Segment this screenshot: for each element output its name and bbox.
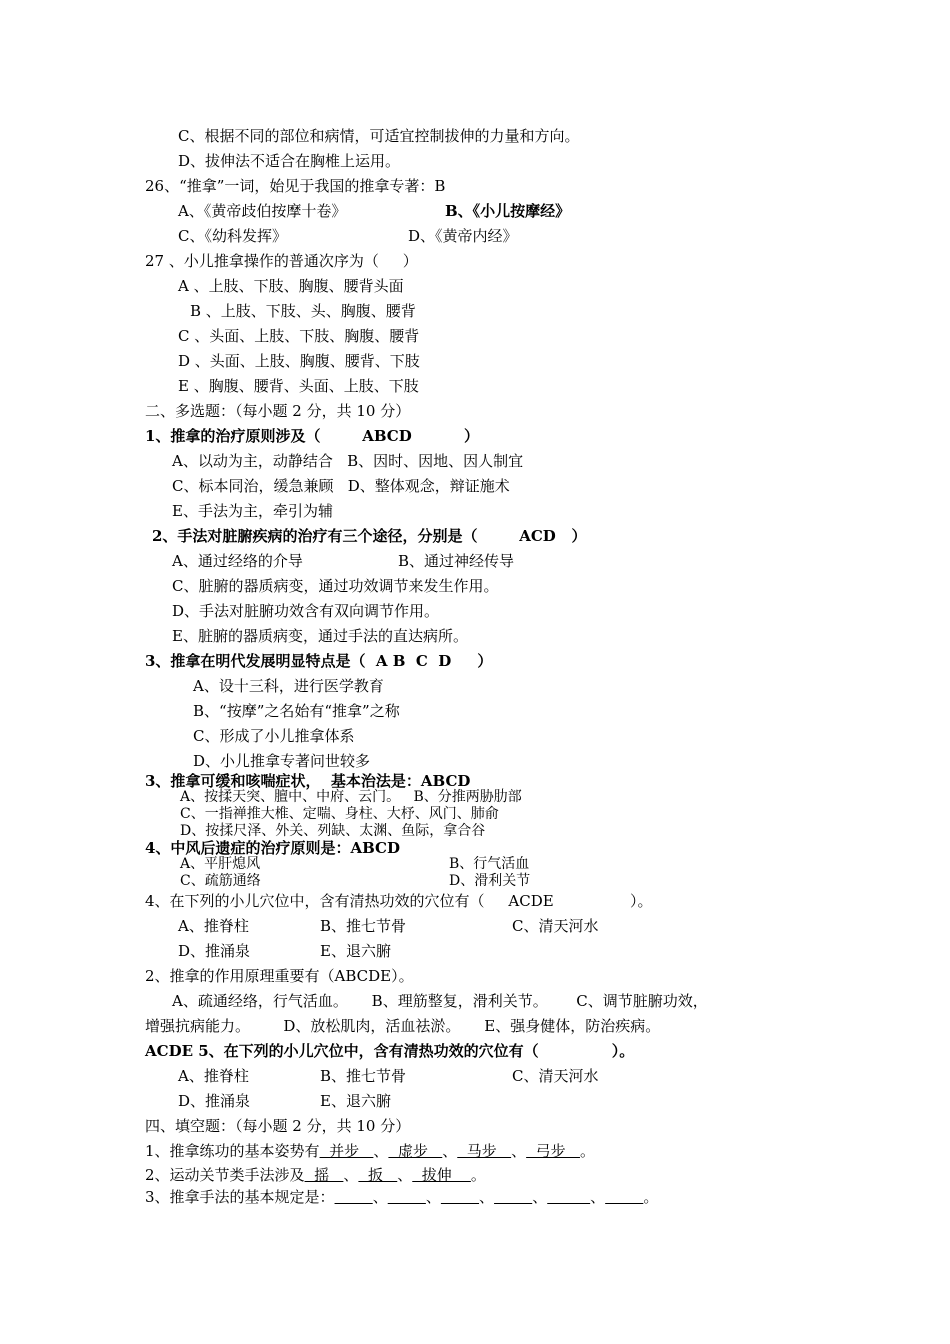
option-line: A、疏通经络，行气活血。 B、理筋整复，滑利关节。 C、调节脏腑功效， — [172, 992, 708, 1010]
separator: 、 — [397, 1166, 413, 1184]
answer-blank — [605, 1188, 643, 1206]
option-line: E、脏腑的器质病变，通过手法的直达病所。 — [172, 627, 468, 645]
separator: 。 — [579, 1142, 595, 1160]
option-line: 增强抗病能力。 D、放松肌肉，活血祛淤。 E、强身健体，防治疾病。 — [145, 1017, 661, 1035]
option-line: C、标本同治，缓急兼顾 D、整体观念，辩证施术 — [172, 477, 510, 495]
question-text: 2、运动关节类手法涉及 — [145, 1166, 305, 1184]
question-line: 3、推拿在明代发展明显特点是（ A B C D ） — [145, 652, 493, 670]
option-line: C、形成了小儿推拿体系 — [193, 727, 355, 745]
separator: 、 — [532, 1188, 548, 1206]
option-line: B、推七节骨 — [320, 1067, 407, 1085]
option-line: C、一指禅推大椎、定喘、身柱、大杼、风门、肺俞 — [180, 806, 499, 822]
option-line: C、清天河水 — [512, 917, 599, 935]
option-line: A、推脊柱 — [178, 917, 249, 935]
option-line: B、推七节骨 — [320, 917, 407, 935]
answer-blank — [441, 1188, 479, 1206]
option-line: A 、上肢、下肢、胸腹、腰背头面 — [178, 277, 404, 295]
separator: 、 — [373, 1142, 389, 1160]
separator: 。 — [470, 1166, 486, 1184]
question-line: 1、推拿的治疗原则涉及（ ABCD ） — [145, 427, 479, 445]
option-line: C 、头面、上肢、下肢、胸腹、腰背 — [178, 327, 420, 345]
option-line: A、《黄帝歧伯按摩十卷》 — [178, 202, 347, 220]
option-line: A、以动为主，动静结合 B、因时、因地、因人制宜 — [172, 452, 524, 470]
answer-blank — [388, 1188, 426, 1206]
question-line: ACDE 5、在下列的小儿穴位中，含有清热功效的穴位有（ ）。 — [145, 1042, 635, 1060]
answer-blank: 虚步 — [388, 1142, 443, 1160]
option-line: E、退六腑 — [320, 1092, 391, 1110]
answer-blank — [335, 1188, 373, 1206]
question-line: 4、中风后遗症的治疗原则是：ABCD — [145, 839, 400, 857]
option-line: A、设十三科，进行医学教育 — [193, 677, 384, 695]
option-line: D、推涌泉 — [178, 942, 251, 960]
option-line: C、《幼科发挥》 — [178, 227, 287, 245]
answer-blank: 扳 — [358, 1166, 398, 1184]
option-line: D、手法对脏腑功效含有双向调节作用。 — [172, 602, 440, 620]
option-line: B、《小儿按摩经》 — [445, 202, 571, 220]
separator: 、 — [590, 1188, 606, 1206]
option-line: B、行气活血 — [449, 856, 530, 872]
separator: 、 — [425, 1188, 441, 1206]
answer-blank: 拔伸 — [412, 1166, 471, 1184]
question-line: 27 、小儿推拿操作的普通次序为（ ） — [145, 252, 418, 270]
text-line: D、拔伸法不适合在胸椎上运用。 — [178, 152, 401, 170]
separator: 、 — [372, 1188, 388, 1206]
question-line: 2、手法对脏腑疾病的治疗有三个途径，分别是（ ACD ） — [152, 527, 587, 545]
separator: 、 — [511, 1142, 527, 1160]
question-text: 3、推拿手法的基本规定是： — [145, 1188, 335, 1206]
option-line: A、平肝熄风 — [180, 856, 261, 872]
separator: 、 — [343, 1166, 359, 1184]
option-line: B、“按摩”之名始有“推拿”之称 — [193, 702, 400, 720]
option-line: B 、上肢、下肢、头、胸腹、腰背 — [190, 302, 416, 320]
answer-blank: 摇 — [304, 1166, 344, 1184]
option-line: C、脏腑的器质病变，通过功效调节来发生作用。 — [172, 577, 499, 595]
option-line: D 、头面、上肢、胸腹、腰背、下肢 — [178, 352, 420, 370]
option-line: A、推脊柱 — [178, 1067, 249, 1085]
answer-blank — [547, 1188, 590, 1206]
section-heading: 四、填空题：（每小题 2 分，共 10 分） — [145, 1117, 411, 1135]
question-line: 4、在下列的小儿穴位中，含有清热功效的穴位有（ ACDE ）。 — [145, 892, 653, 910]
text-line: C、根据不同的部位和病情，可适宜控制拔伸的力量和方向。 — [178, 127, 580, 145]
option-line: C、疏筋通络 — [180, 873, 261, 889]
option-line: A、按揉天突、膻中、中府、云门。 B、分推两胁肋部 — [180, 789, 522, 805]
separator: 。 — [643, 1188, 659, 1206]
fill-blank-line — [145, 1142, 595, 1160]
answer-blank: 弓步 — [526, 1142, 580, 1160]
answer-blank: 马步 — [457, 1142, 512, 1160]
question-line: 3、推拿可缓和咳喘症状， 基本治法是：ABCD — [145, 772, 471, 790]
option-line: A、通过经络的介导 — [172, 552, 303, 570]
option-line: D、按揉尺泽、外关、列缺、太渊、鱼际，拿合谷 — [180, 823, 486, 839]
answer-blank — [494, 1188, 532, 1206]
fill-blank-line — [145, 1188, 658, 1206]
option-line: D、《黄帝内经》 — [408, 227, 518, 245]
question-line: 2、推拿的作用原理重要有（ABCDE）。 — [145, 967, 414, 985]
question-line: 26、“推拿”一词，始见于我国的推拿专著：B — [145, 177, 446, 195]
answer-blank: 并步 — [319, 1142, 374, 1160]
option-line: D、滑利关节 — [449, 873, 531, 889]
separator: 、 — [442, 1142, 458, 1160]
option-line: C、清天河水 — [512, 1067, 599, 1085]
separator: 、 — [479, 1188, 495, 1206]
option-line: B、通过神经传导 — [398, 552, 515, 570]
question-text: 1、推拿练功的基本姿势有 — [145, 1142, 320, 1160]
option-line: D、推涌泉 — [178, 1092, 251, 1110]
option-line: D、小儿推拿专著问世较多 — [193, 752, 371, 770]
section-heading: 二、多选题：（每小题 2 分，共 10 分） — [145, 402, 411, 420]
fill-blank-line — [145, 1166, 486, 1184]
option-line: E、退六腑 — [320, 942, 391, 960]
option-line: E 、胸腹、腰背、头面、上肢、下肢 — [178, 377, 419, 395]
option-line: E、手法为主，牵引为辅 — [172, 502, 333, 520]
